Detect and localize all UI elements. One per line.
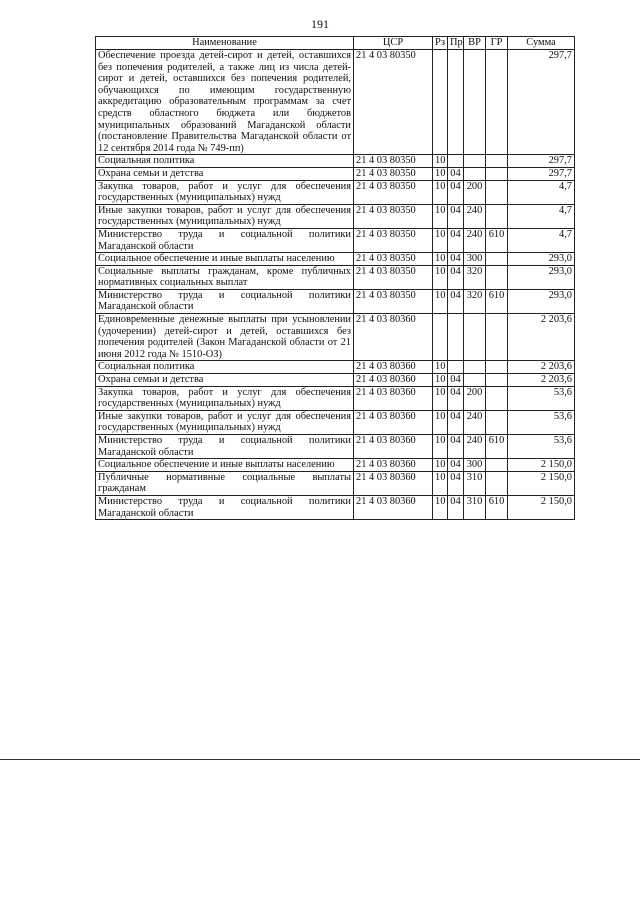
row-pr-cell: 04 [448,253,464,266]
row-csr-cell: 21 4 03 80360 [354,314,433,361]
row-rz-cell: 10 [433,180,448,204]
row-csr-cell: 21 4 03 80350 [354,253,433,266]
row-vr-cell [464,167,486,180]
row-name-cell: Министерство труда и социальной политики Магаданской области [96,495,354,519]
row-sum-cell: 53,6 [508,386,575,410]
table-row [96,50,575,155]
row-sum-cell: 297,7 [508,50,575,155]
header-pr: Пр [448,37,464,50]
row-name-cell: Министерство труда и социальной политики Магаданской области [96,228,354,252]
row-pr-cell: 04 [448,204,464,228]
row-csr-cell: 21 4 03 80360 [354,495,433,519]
table-row [96,253,575,266]
row-sum-cell: 53,6 [508,435,575,459]
row-rz-cell: 10 [433,435,448,459]
row-csr-cell: 21 4 03 80360 [354,410,433,434]
header-gr: ГР [486,37,508,50]
row-rz-cell: 10 [433,204,448,228]
row-name-cell: Министерство труда и социальной политики Магаданской области [96,435,354,459]
row-vr-cell: 310 [464,495,486,519]
row-name-cell: Министерство труда и социальной политики Магаданской области [96,289,354,313]
row-csr-cell: 21 4 03 80350 [354,265,433,289]
table-row [96,386,575,410]
row-sum-cell: 2 203,6 [508,361,575,374]
row-sum-cell: 293,0 [508,265,575,289]
row-name-cell: Закупка товаров, работ и услуг для обеспечения государственных (муниципальных) нужд [96,180,354,204]
row-rz-cell: 10 [433,155,448,168]
header-csr: ЦСР [354,37,433,50]
row-vr-cell: 240 [464,204,486,228]
row-vr-cell: 320 [464,289,486,313]
row-rz-cell: 10 [433,459,448,472]
table-row [96,204,575,228]
row-gr-cell: 610 [486,228,508,252]
row-name-cell: Единовременные денежные выплаты при усыновлении (удочерении) детей-сирот и детей, оставшихся без попечения родителей (Закон Магаданской области от 21 июня 2012 года № 1510-ОЗ) [96,314,354,361]
row-vr-cell [464,50,486,155]
table-row [96,265,575,289]
row-vr-cell: 240 [464,410,486,434]
table-row [96,314,575,361]
row-pr-cell: 04 [448,180,464,204]
row-csr-cell: 21 4 03 80350 [354,204,433,228]
row-name-cell: Иные закупки товаров, работ и услуг для обеспечения государственных (муниципальных) нужд [96,204,354,228]
row-rz-cell: 10 [433,361,448,374]
row-sum-cell: 2 203,6 [508,374,575,387]
bottom-divider [0,759,640,760]
row-csr-cell: 21 4 03 80360 [354,386,433,410]
row-csr-cell: 21 4 03 80350 [354,228,433,252]
row-pr-cell: 04 [448,459,464,472]
row-gr-cell [486,386,508,410]
row-pr-cell: 04 [448,495,464,519]
row-name-cell: Публичные нормативные социальные выплаты гражданам [96,471,354,495]
row-sum-cell: 53,6 [508,410,575,434]
row-name-cell: Социальное обеспечение и иные выплаты населению [96,459,354,472]
row-rz-cell: 10 [433,289,448,313]
row-gr-cell [486,265,508,289]
row-vr-cell: 320 [464,265,486,289]
row-gr-cell [486,180,508,204]
row-sum-cell: 2 150,0 [508,471,575,495]
row-pr-cell: 04 [448,435,464,459]
row-pr-cell: 04 [448,386,464,410]
header-name: Наименование [96,37,354,50]
header-sum: Сумма [508,37,575,50]
row-gr-cell [486,361,508,374]
page-number: 191 [311,17,329,31]
table-row [96,495,575,519]
table-body [96,50,575,520]
row-rz-cell: 10 [433,495,448,519]
table-row [96,361,575,374]
row-csr-cell: 21 4 03 80360 [354,435,433,459]
row-csr-cell: 21 4 03 80350 [354,180,433,204]
row-gr-cell [486,459,508,472]
row-gr-cell [486,167,508,180]
row-csr-cell: 21 4 03 80350 [354,167,433,180]
row-gr-cell: 610 [486,289,508,313]
row-sum-cell: 297,7 [508,155,575,168]
row-pr-cell [448,314,464,361]
row-vr-cell [464,155,486,168]
row-vr-cell [464,361,486,374]
row-vr-cell: 200 [464,386,486,410]
row-vr-cell: 310 [464,471,486,495]
row-name-cell: Социальные выплаты гражданам, кроме публичных нормативных социальных выплат [96,265,354,289]
row-sum-cell: 297,7 [508,167,575,180]
row-pr-cell [448,50,464,155]
table-row [96,167,575,180]
row-gr-cell [486,50,508,155]
table-row [96,228,575,252]
row-sum-cell: 2 203,6 [508,314,575,361]
row-sum-cell: 293,0 [508,289,575,313]
budget-table [95,36,575,520]
row-rz-cell [433,314,448,361]
row-csr-cell: 21 4 03 80360 [354,459,433,472]
row-name-cell: Социальное обеспечение и иные выплаты населению [96,253,354,266]
row-rz-cell: 10 [433,374,448,387]
row-vr-cell [464,314,486,361]
table-row [96,289,575,313]
table-row [96,471,575,495]
row-rz-cell: 10 [433,471,448,495]
row-vr-cell: 240 [464,435,486,459]
row-sum-cell: 2 150,0 [508,495,575,519]
row-sum-cell: 4,7 [508,204,575,228]
row-csr-cell: 21 4 03 80350 [354,289,433,313]
row-pr-cell [448,361,464,374]
row-pr-cell: 04 [448,471,464,495]
row-vr-cell: 300 [464,253,486,266]
table-row [96,459,575,472]
row-pr-cell: 04 [448,167,464,180]
row-gr-cell [486,471,508,495]
row-rz-cell: 10 [433,410,448,434]
row-rz-cell: 10 [433,228,448,252]
row-gr-cell: 610 [486,495,508,519]
row-name-cell: Обеспечение проезда детей-сирот и детей, оставшихся без попечения родителей, а также лиц из числа детей-сирот и детей, оставшихся без попечения родителей, обучающихся по имеющим государственную аккредитацию образовательным программам за счет средств областного бюджета или бюджетов муниципальных образований Магаданской области (постановление Правительства Магаданской области от 12 сентября 2014 года № 749-пп) [96,50,354,155]
row-vr-cell: 200 [464,180,486,204]
row-gr-cell [486,204,508,228]
row-vr-cell: 300 [464,459,486,472]
row-rz-cell: 10 [433,386,448,410]
row-sum-cell: 2 150,0 [508,459,575,472]
row-sum-cell: 4,7 [508,228,575,252]
row-csr-cell: 21 4 03 80360 [354,374,433,387]
row-gr-cell [486,314,508,361]
row-pr-cell: 04 [448,265,464,289]
row-csr-cell: 21 4 03 80350 [354,155,433,168]
row-name-cell: Охрана семьи и детства [96,374,354,387]
row-name-cell: Охрана семьи и детства [96,167,354,180]
row-rz-cell: 10 [433,265,448,289]
row-pr-cell: 04 [448,289,464,313]
row-rz-cell: 10 [433,167,448,180]
row-pr-cell: 04 [448,410,464,434]
table-row [96,410,575,434]
row-name-cell: Иные закупки товаров, работ и услуг для обеспечения государственных (муниципальных) нужд [96,410,354,434]
header-vr: ВР [464,37,486,50]
table-row [96,155,575,168]
row-gr-cell: 610 [486,435,508,459]
row-name-cell: Закупка товаров, работ и услуг для обеспечения государственных (муниципальных) нужд [96,386,354,410]
row-name-cell: Социальная политика [96,155,354,168]
row-csr-cell: 21 4 03 80360 [354,361,433,374]
header-rz: Рз [433,37,448,50]
row-pr-cell: 04 [448,228,464,252]
row-pr-cell: 04 [448,374,464,387]
row-pr-cell [448,155,464,168]
row-gr-cell [486,410,508,434]
row-csr-cell: 21 4 03 80350 [354,50,433,155]
table-row [96,435,575,459]
row-gr-cell [486,155,508,168]
row-csr-cell: 21 4 03 80360 [354,471,433,495]
row-rz-cell [433,50,448,155]
row-gr-cell [486,374,508,387]
row-gr-cell [486,253,508,266]
row-vr-cell [464,374,486,387]
row-rz-cell: 10 [433,253,448,266]
row-sum-cell: 293,0 [508,253,575,266]
row-name-cell: Социальная политика [96,361,354,374]
header-row [96,37,575,50]
row-vr-cell: 240 [464,228,486,252]
row-sum-cell: 4,7 [508,180,575,204]
table-row [96,374,575,387]
table-row [96,180,575,204]
